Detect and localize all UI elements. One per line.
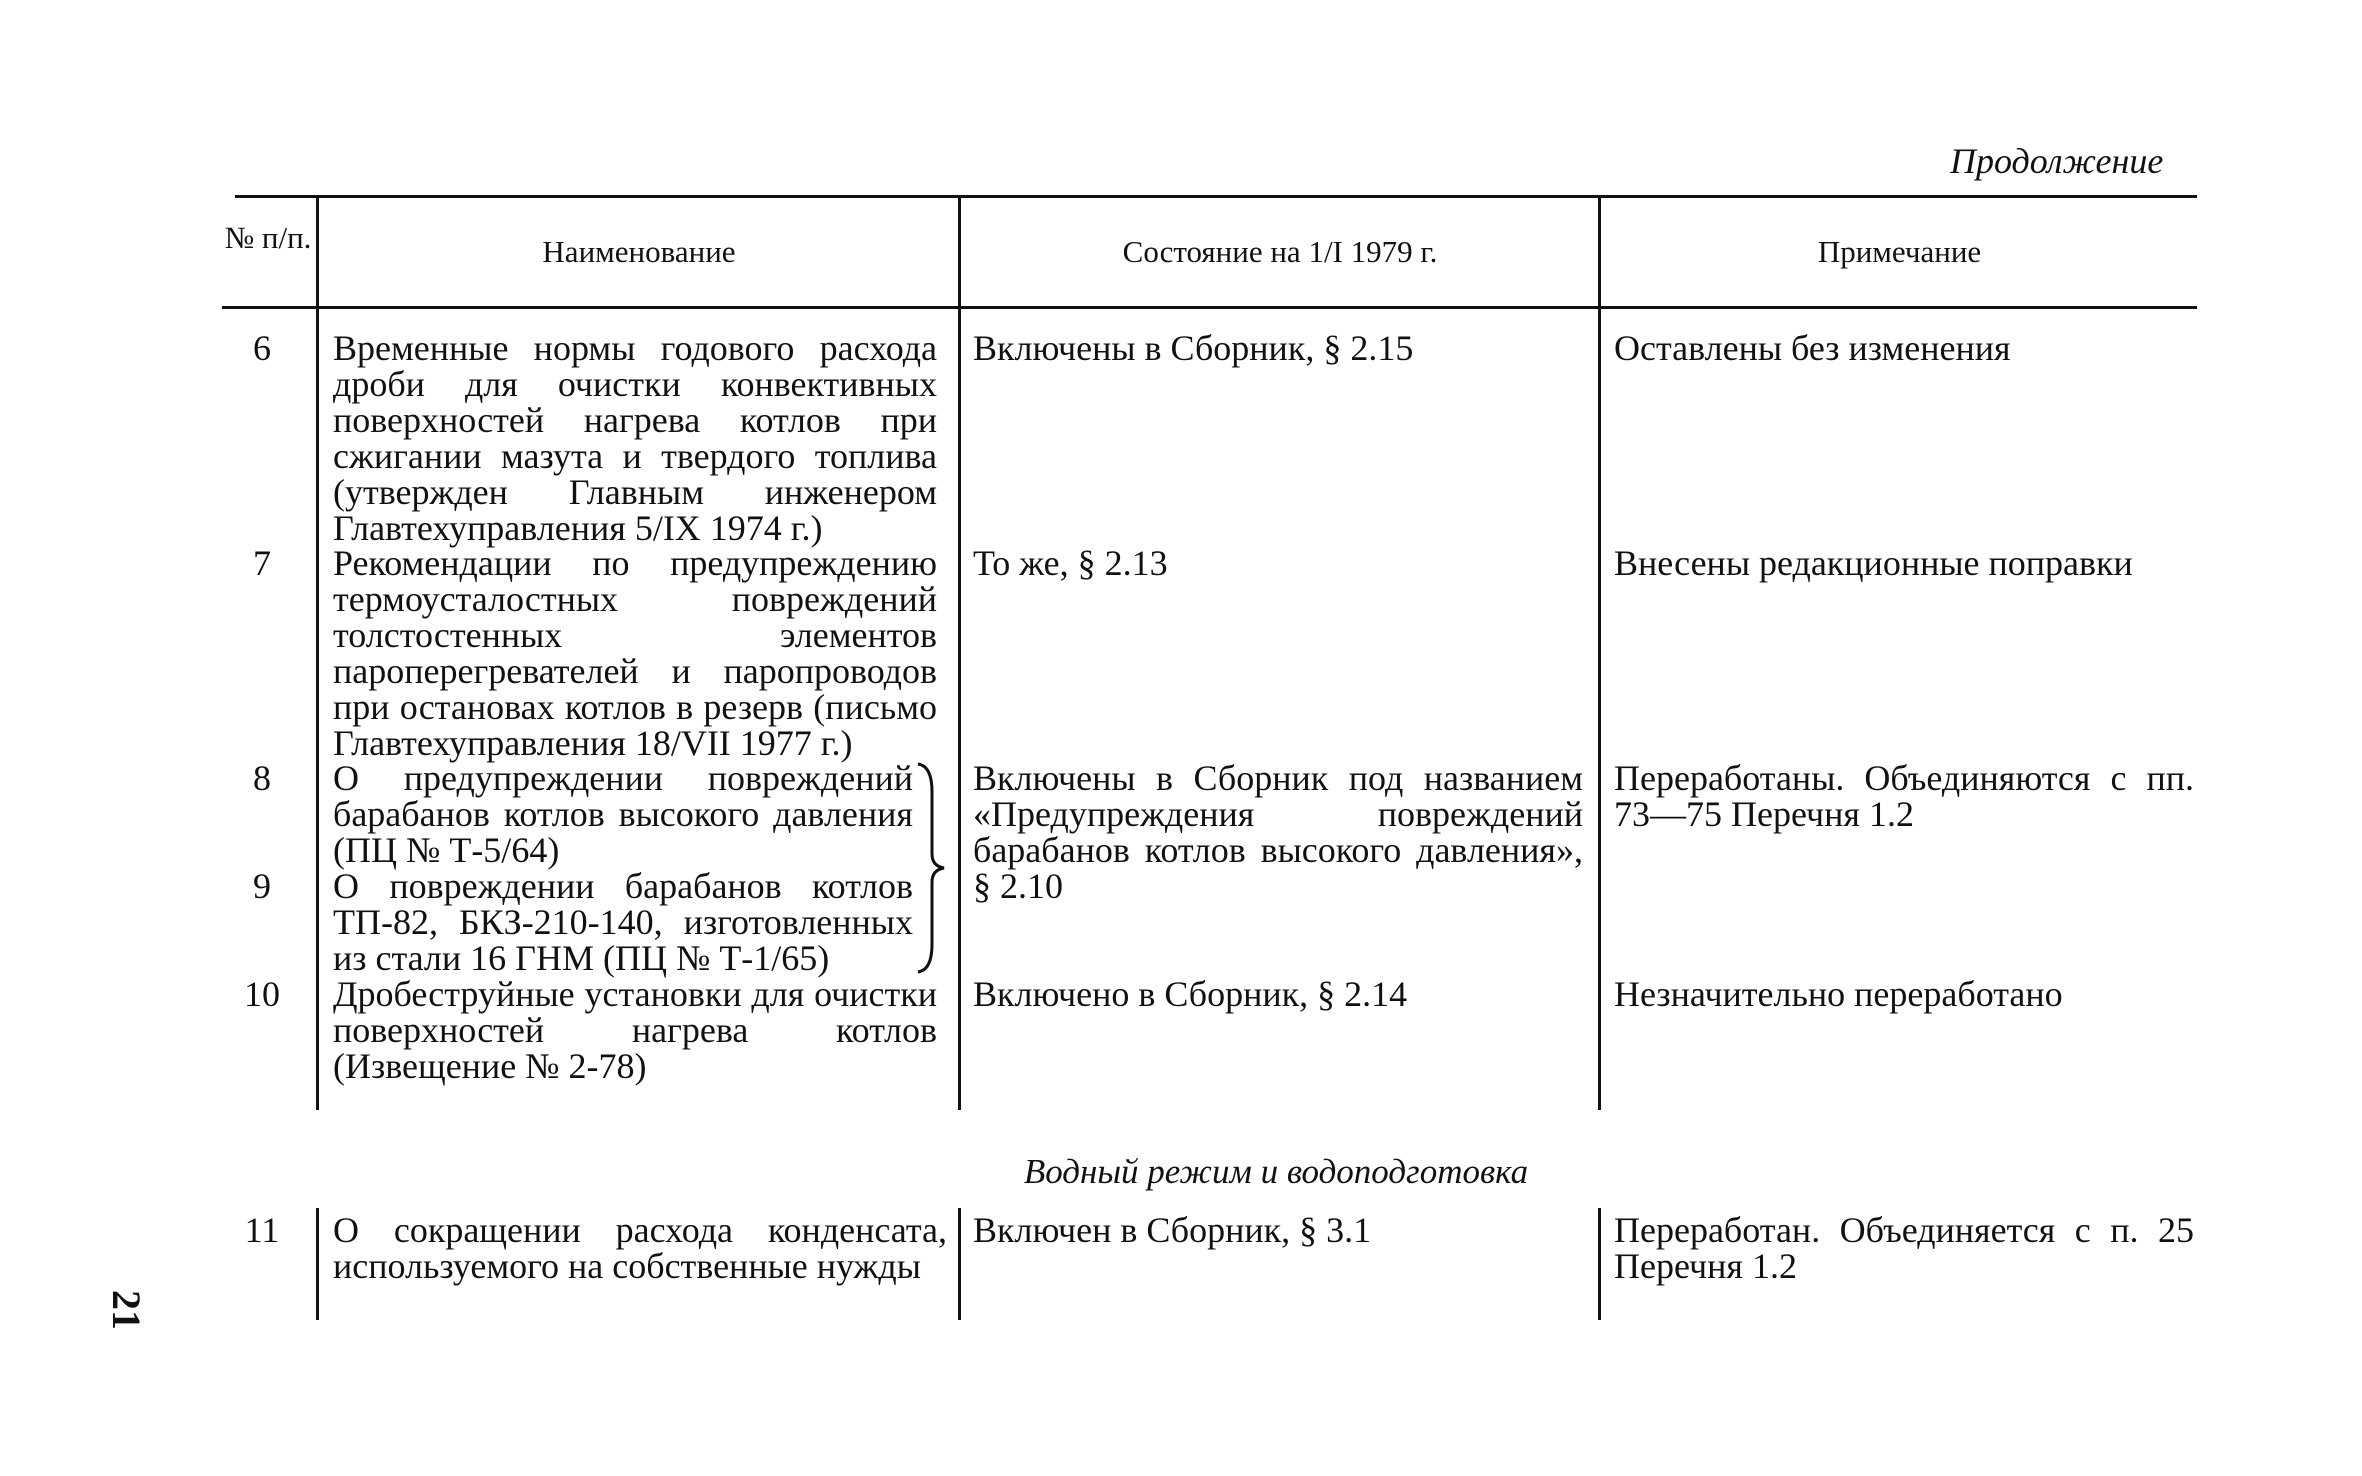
col-rule-2 <box>958 198 961 1110</box>
col-rule-1 <box>316 198 319 1110</box>
row-10-status: Включено в Сборник, § 2.14 <box>973 974 1408 1014</box>
row-10-note: Незначительно переработано <box>1614 974 2063 1014</box>
row-8-note: Переработаны. Объединяются с пп. 73—75 Перечня 1.2 <box>1614 758 2194 834</box>
header-num: № п/п. <box>224 220 312 255</box>
row-group-brace <box>912 762 952 974</box>
header-status: Состояние на 1/I 1979 г. <box>1122 234 1438 269</box>
row-10-num: 10 <box>244 974 280 1014</box>
row-11-num: 11 <box>244 1210 280 1250</box>
row-7-note: Внесены редакционные поправки <box>1614 543 2133 583</box>
table-top-rule <box>235 195 2197 198</box>
row-9-num: 9 <box>253 866 271 906</box>
row-6-num: 6 <box>253 328 271 368</box>
row-8-num: 8 <box>253 758 271 798</box>
section-col-rule-2 <box>958 1208 961 1320</box>
row-7-status: То же, § 2.13 <box>973 543 1168 583</box>
row-9-name: О повреждении барабанов котлов ТП-82, БКЗ-210-140, изготовленных из стали 16 ГНМ (ПЦ № Т-1/65) <box>333 866 913 978</box>
row-11-status: Включен в Сборник, § 3.1 <box>973 1210 1372 1250</box>
row-6-name: Временные нормы годового расхода дроби для очистки конвективных поверхностей нагрева котлов при сжигании мазута и твердого топлива (утвержден Главным инженером Главтехуправления 5/IX 1974 г.) <box>333 328 937 548</box>
section-title: Водный режим и водоподготовка <box>1023 1152 1529 1191</box>
row-8-name: О предупреждении повреждений барабанов котлов высокого давления (ПЦ № Т-5/64) <box>333 758 913 870</box>
row-10-name: Дробеструйные установки для очистки поверхностей нагрева котлов (Извещение № 2-78) <box>333 974 937 1086</box>
row-7-num: 7 <box>253 543 271 583</box>
header-note: Примечание <box>1817 234 1982 269</box>
continuation-label: Продолжение <box>1950 141 2164 181</box>
header-name: Наименование <box>542 234 736 269</box>
section-col-rule-3 <box>1598 1208 1601 1320</box>
row-6-note: Оставлены без изменения <box>1614 328 2011 368</box>
col-rule-3 <box>1598 198 1601 1110</box>
table-header-rule <box>222 306 2197 309</box>
section-col-rule-1 <box>316 1208 319 1320</box>
row-11-note: Переработан. Объединяется с п. 25 Перечня 1.2 <box>1614 1210 2194 1286</box>
page-number: 21 <box>104 1290 149 1330</box>
row-11-name: О сокращении расхода конденсата, используемого на собственные нужды <box>333 1210 947 1286</box>
row-8-status: Включены в Сборник под названием «Предупреждения повреждений барабанов котлов высокого давления», § 2.10 <box>973 758 1583 906</box>
row-7-name: Рекомендации по предупреждению термоусталостных повреждений толстостенных элементов пароперегревателей и паропроводов при остановах котлов в резерв (письмо Главтехуправления 18/VII 1977 г.) <box>333 543 937 763</box>
row-6-status: Включены в Сборник, § 2.15 <box>973 328 1414 368</box>
